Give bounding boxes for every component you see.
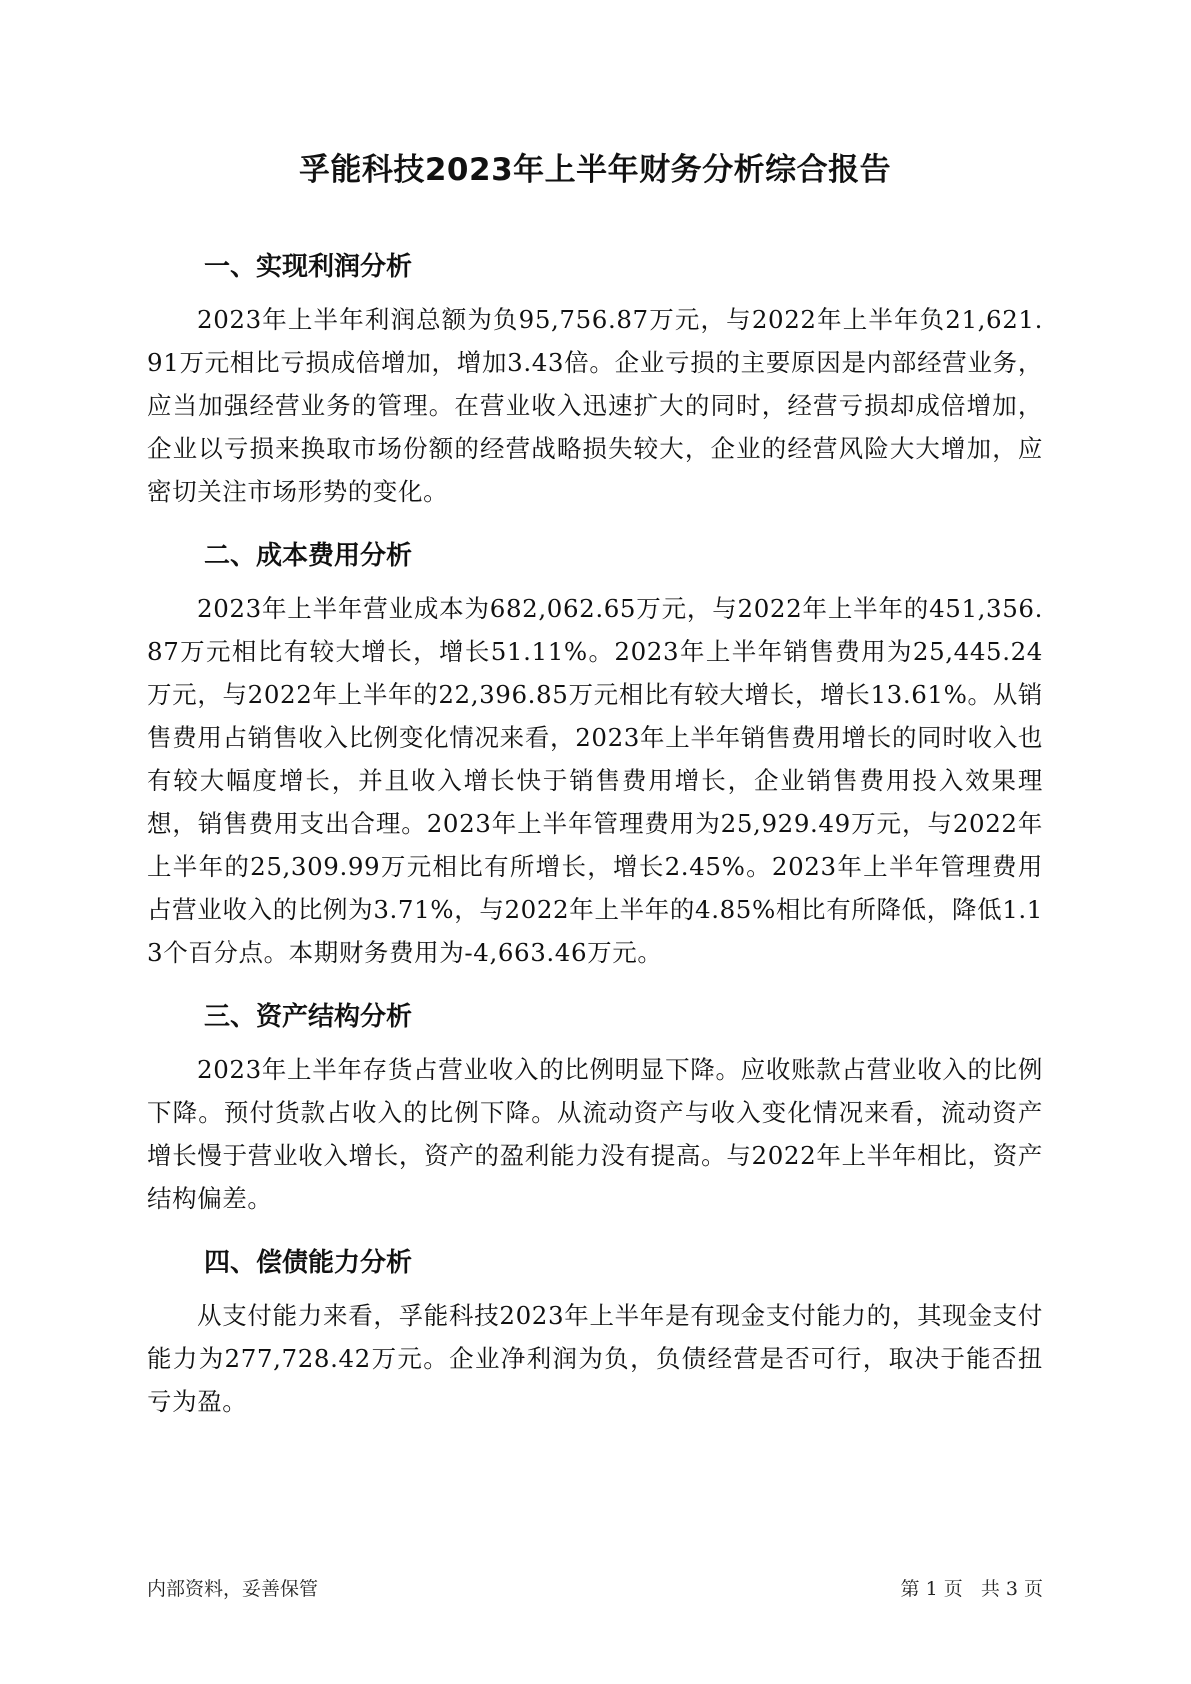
section-heading: 三、资产结构分析 [204,1002,413,1032]
document-content [147,140,1043,1439]
section-heading: 二、成本费用分析 [204,541,413,571]
section-asset-structure-analysis [147,990,1043,1220]
section-profit-analysis [147,240,1043,513]
footer-confidential-note: 内部资料，妥善保管 [147,1578,319,1600]
section-paragraph: 2023年上半年营业成本为682,062.65万元，与2022年上半年的451,356.87万元相比有较大增长，增长51.11%。2023年上半年销售费用为25,445.24万元，与2022年上半年的22,396.85万元相比有较大增长，增长13.61%。从销售费用占销售收入比例变化情况来看，2023年上半年销售费用增长的同时收入也有较大幅度增长，并且收入增长快于销售费用增长，企业销售费用投入效果理想，销售费用支出合理。2023年上半年管理费用为25,929.49万元，与2022年上半年的25,309.99万元相比有所增长，增长2.45%。2023年上半年管理费用占营业收入的比例为3.71%，与2022年上半年的4.85%相比有所降低，降低1.13个百分点。本期财务费用为-4,663.46万元。 [147,594,1043,967]
document-title: 孚能科技2023年上半年财务分析综合报告 [298,152,892,188]
section-solvency-analysis [147,1236,1043,1423]
section-paragraph: 从支付能力来看，孚能科技2023年上半年是有现金支付能力的，其现金支付能力为277,728.42万元。企业净利润为负，负债经营是否可行，取决于能否扭亏为盈。 [147,1301,1043,1416]
page-number: 第 1 页 共 3 页 [900,1578,1043,1600]
section-paragraph: 2023年上半年存货占营业收入的比例明显下降。应收账款占营业收入的比例下降。预付货款占收入的比例下降。从流动资产与收入变化情况来看，流动资产增长慢于营业收入增长，资产的盈利能力没有提高。与2022年上半年相比，资产结构偏差。 [147,1055,1043,1213]
section-heading: 四、偿债能力分析 [204,1248,413,1278]
section-paragraph: 2023年上半年利润总额为负95,756.87万元，与2022年上半年负21,621.91万元相比亏损成倍增加，增加3.43倍。企业亏损的主要原因是内部经营业务，应当加强经营业务的管理。在营业收入迅速扩大的同时，经营亏损却成倍增加，企业以亏损来换取市场份额的经营战略损失较大，企业的经营风险大大增加，应密切关注市场形势的变化。 [147,305,1043,506]
section-cost-analysis [147,529,1043,974]
section-heading: 一、实现利润分析 [204,252,413,282]
page-footer [147,1576,1043,1602]
